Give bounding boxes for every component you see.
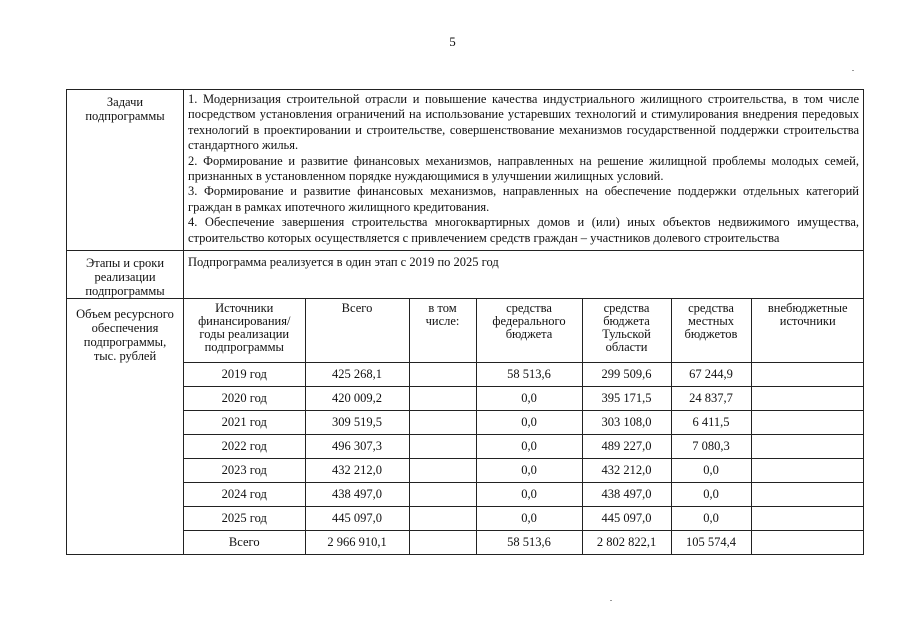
cell-extrabudgetary (751, 387, 864, 411)
cell-local: 6 411,5 (671, 411, 751, 435)
cell-regional: 445 097,0 (582, 507, 671, 531)
tasks-label: Задачи подпрограммы (67, 90, 184, 251)
cell-including (409, 435, 476, 459)
funding-table-row (184, 507, 864, 531)
cell-extrabudgetary (751, 507, 864, 531)
stages-text: Подпрограмма реализуется в один этап с 2019 по 2025 год (184, 251, 864, 299)
scan-speck (852, 70, 854, 71)
cell-extrabudgetary (751, 411, 864, 435)
cell-local: 105 574,4 (671, 531, 751, 555)
cell-year: 2019 год (184, 363, 305, 387)
funding-table-row (184, 363, 864, 387)
tasks-row (67, 90, 864, 251)
cell-year: 2020 год (184, 387, 305, 411)
cell-year: 2022 год (184, 435, 305, 459)
cell-regional: 395 171,5 (582, 387, 671, 411)
cell-federal: 0,0 (476, 435, 582, 459)
cell-total: 309 519,5 (305, 411, 409, 435)
cell-total: 496 307,3 (305, 435, 409, 459)
cell-extrabudgetary (751, 459, 864, 483)
cell-local: 0,0 (671, 483, 751, 507)
cell-federal: 0,0 (476, 483, 582, 507)
cell-federal: 58 513,6 (476, 531, 582, 555)
cell-regional: 2 802 822,1 (582, 531, 671, 555)
header-total: Всего (305, 299, 409, 363)
cell-local: 7 080,3 (671, 435, 751, 459)
cell-regional: 438 497,0 (582, 483, 671, 507)
task-item-1: 1. Модернизация строительной отрасли и повышение качества индустриального жилищного строительства, в том числе посредством установления ограничений на использование устаревших технологий и стимулирования внедрения передовых технологий в проектировании и строительстве, совершенствование механизмов государственной поддержки строительства стандартного жилья. (188, 92, 859, 153)
cell-federal: 0,0 (476, 411, 582, 435)
funding-table-row (184, 411, 864, 435)
header-regional: средства бюджета Тульской области (582, 299, 671, 363)
cell-including (409, 507, 476, 531)
cell-local: 67 244,9 (671, 363, 751, 387)
cell-local: 24 837,7 (671, 387, 751, 411)
cell-including (409, 387, 476, 411)
page-number: 5 (449, 34, 456, 49)
cell-total: 420 009,2 (305, 387, 409, 411)
funding-table (184, 299, 864, 554)
funding-content (184, 299, 864, 555)
cell-including (409, 363, 476, 387)
funding-table-row (184, 483, 864, 507)
cell-local: 0,0 (671, 459, 751, 483)
funding-row (67, 299, 864, 555)
cell-federal: 58 513,6 (476, 363, 582, 387)
cell-year: 2021 год (184, 411, 305, 435)
cell-including (409, 531, 476, 555)
stages-label: Этапы и сроки реализации подпрограммы (67, 251, 184, 299)
tasks-content (184, 90, 864, 251)
cell-including (409, 483, 476, 507)
cell-year: 2025 год (184, 507, 305, 531)
header-including: в том числе: (409, 299, 476, 363)
cell-regional: 432 212,0 (582, 459, 671, 483)
funding-table-row (184, 387, 864, 411)
funding-label: Объем ресурсного обеспечения подпрограммы, тыс. рублей (67, 299, 184, 555)
funding-header-row (184, 299, 864, 363)
task-item-2: 2. Формирование и развитие финансовых механизмов, направленных на решение жилищной проблемы молодых семей, признанных в установленном порядке нуждающимися в улучшении жилищных условий. (188, 153, 859, 184)
cell-total: 432 212,0 (305, 459, 409, 483)
header-federal: средства федерального бюджета (476, 299, 582, 363)
funding-table-row (184, 531, 864, 555)
scan-speck (610, 600, 612, 601)
funding-table-row (184, 459, 864, 483)
task-item-3: 3. Формирование и развитие финансовых механизмов, направленных на обеспечение поддержки отдельных категорий граждан в рамках ипотечного жилищного кредитования. (188, 184, 859, 214)
cell-regional: 299 509,6 (582, 363, 671, 387)
cell-including (409, 459, 476, 483)
cell-federal: 0,0 (476, 459, 582, 483)
subprogram-passport-table (66, 89, 864, 555)
cell-extrabudgetary (751, 483, 864, 507)
cell-total: 445 097,0 (305, 507, 409, 531)
cell-year: 2024 год (184, 483, 305, 507)
cell-total: 438 497,0 (305, 483, 409, 507)
cell-total: 2 966 910,1 (305, 531, 409, 555)
cell-extrabudgetary (751, 363, 864, 387)
cell-year: 2023 год (184, 459, 305, 483)
header-extrabudgetary: внебюджетные источники (751, 299, 864, 363)
cell-federal: 0,0 (476, 387, 582, 411)
cell-year: Всего (184, 531, 305, 555)
cell-regional: 489 227,0 (582, 435, 671, 459)
task-item-4: 4. Обеспечение завершения строительства многоквартирных домов и (или) иных объектов недвижимого имущества, строительство которых осуществляется с привлечением средств граждан – участников долевого строительства (188, 215, 859, 245)
stages-row (67, 251, 864, 299)
header-sources: Источники финансирования/ годы реализации подпрограммы (184, 299, 305, 363)
cell-local: 0,0 (671, 507, 751, 531)
cell-extrabudgetary (751, 531, 864, 555)
cell-including (409, 411, 476, 435)
funding-table-row (184, 435, 864, 459)
cell-regional: 303 108,0 (582, 411, 671, 435)
cell-federal: 0,0 (476, 507, 582, 531)
header-local: средства местных бюджетов (671, 299, 751, 363)
cell-total: 425 268,1 (305, 363, 409, 387)
cell-extrabudgetary (751, 435, 864, 459)
